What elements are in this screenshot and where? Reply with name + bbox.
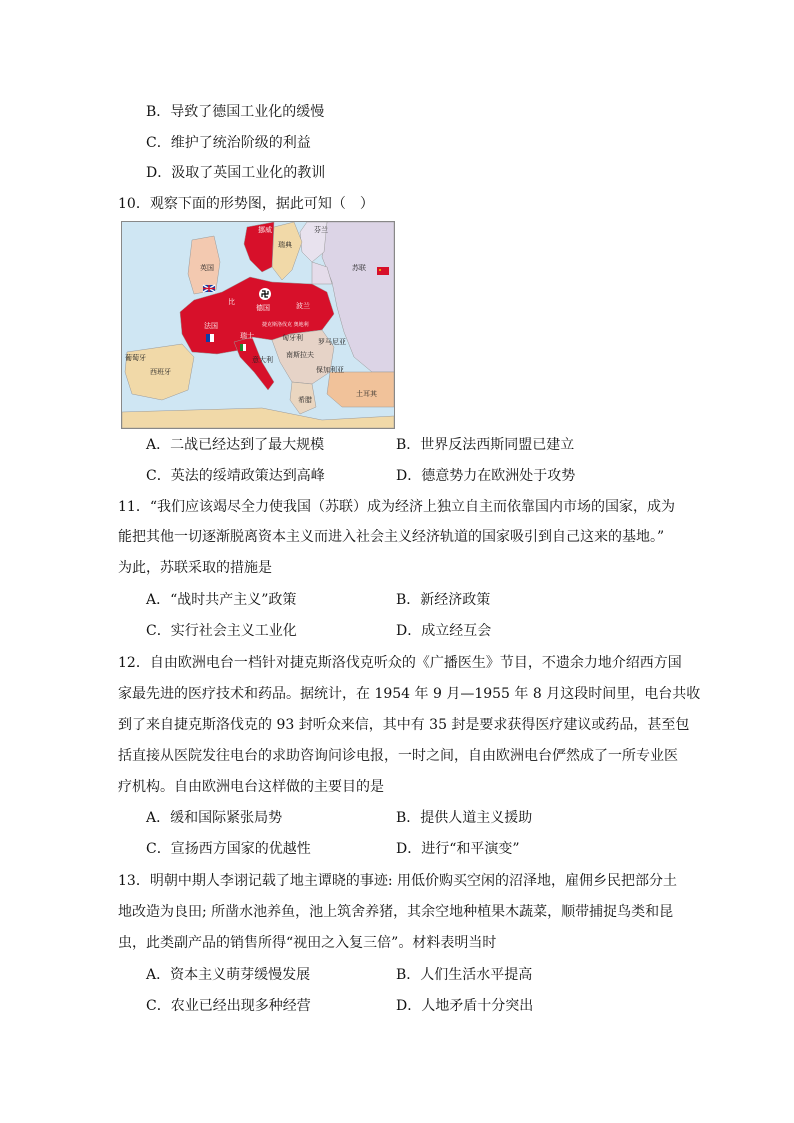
q11-stem-line3: 为此，苏联采取的措施是 <box>118 560 272 576</box>
q11-stem-line1: 11．“我们应该竭尽全力使我国（苏联）成为经济上独立自主而依靠国内市场的国家，成为 <box>118 499 675 515</box>
q11-option-a: A．“战时共产主义”政策 <box>146 592 297 608</box>
label-poland: 波兰 <box>296 302 310 310</box>
q12-stem-line3: 到了来自捷克斯洛伐克的 93 封听众来信，其中有 35 封是要求获得医疗建议或药品，甚至包 <box>118 717 690 733</box>
label-portugal: 葡萄牙 <box>125 354 146 362</box>
label-hungary: 匈牙利 <box>282 334 303 342</box>
q12-stem-line4: 括直接从医院发往电台的求助咨询问诊电报，一时之间，自由欧洲电台俨然成了一所专业医 <box>118 748 678 764</box>
label-france: 法国 <box>204 322 218 330</box>
label-swiss: 瑞士 <box>240 332 254 340</box>
q10-stem: 10．观察下面的形势图，据此可知（ ） <box>118 196 374 212</box>
label-bulgaria: 保加利亚 <box>316 366 344 374</box>
map-svg <box>122 222 394 428</box>
q13-stem-line2: 地改造为良田; 所凿水池养鱼，池上筑舍养猪，其余空地种植果木蔬菜，顺带捕捉鸟类和昆 <box>118 904 674 920</box>
q13-option-a: A．资本主义萌芽缓慢发展 <box>146 967 311 983</box>
label-czech-austria: 捷克斯洛伐克 奥地利 <box>262 322 309 328</box>
german-flag-icon <box>259 288 271 300</box>
label-greece: 希腊 <box>298 396 312 404</box>
q9-option-b: B．导致了德国工业化的缓慢 <box>146 104 325 120</box>
q13-stem-line1: 13．明朝中期人李诩记载了地主谭晓的事迹: 用低价购买空闲的沼泽地，雇佣乡民把部分土 <box>118 873 677 889</box>
label-finland: 芬兰 <box>314 226 328 234</box>
q10-option-c: C．英法的绥靖政策达到高峰 <box>146 468 325 484</box>
q12-option-a: A．缓和国际紧张局势 <box>146 810 283 826</box>
italian-flag-icon <box>240 344 249 351</box>
q9-option-d: D．汲取了英国工业化的教训 <box>146 165 326 181</box>
q13-option-d: D．人地矛盾十分突出 <box>396 998 534 1014</box>
europe-situation-map <box>121 221 395 429</box>
label-romania: 罗马尼亚 <box>318 338 346 346</box>
q12-option-c: C．宣扬西方国家的优越性 <box>146 841 311 857</box>
q10-option-b: B．世界反法西斯同盟已建立 <box>396 437 575 453</box>
q12-stem-line2: 家最先进的医疗技术和药品。据统计，在 1954 年 9 月—1955 年 8 月这段时间里，电台共收 <box>118 686 701 702</box>
label-ussr: 苏联 <box>352 264 366 272</box>
label-belgium: 比 <box>228 298 235 306</box>
soviet-flag-icon <box>377 267 389 275</box>
french-flag-icon <box>206 334 218 342</box>
label-yugoslavia: 南斯拉夫 <box>286 351 314 359</box>
label-turkey: 土耳其 <box>356 390 377 398</box>
q9-option-c: C．维护了统治阶级的利益 <box>146 135 311 151</box>
q12-stem-line5: 疗机构。自由欧洲电台这样做的主要目的是 <box>118 779 384 795</box>
label-uk: 英国 <box>200 264 214 272</box>
q10-option-d: D．德意势力在欧洲处于攻势 <box>396 468 576 484</box>
q10-option-a: A．二战已经达到了最大规模 <box>146 437 325 453</box>
label-spain: 西班牙 <box>150 368 171 376</box>
q13-option-c: C．农业已经出现多种经营 <box>146 998 311 1014</box>
q11-option-d: D．成立经互会 <box>396 623 492 639</box>
q13-stem-line3: 虫，此类副产品的销售所得“视田之入复三倍”。材料表明当时 <box>118 935 497 951</box>
q12-option-b: B．提供人道主义援助 <box>396 810 533 826</box>
q11-option-c: C．实行社会主义工业化 <box>146 623 297 639</box>
uk-flag-icon <box>203 285 215 292</box>
q13-option-b: B．人们生活水平提高 <box>396 967 533 983</box>
q11-stem-line2: 能把其他一切逐渐脱离资本主义而进入社会主义经济轨道的国家吸引到自己这来的基地。” <box>118 529 665 545</box>
label-germany: 德国 <box>256 304 270 312</box>
q12-stem-line1: 12．自由欧洲电台一档针对捷克斯洛伐克听众的《广播医生》节目，不遗余力地介绍西方国 <box>118 655 682 671</box>
label-sweden: 瑞典 <box>278 241 292 249</box>
q11-option-b: B．新经济政策 <box>396 592 491 608</box>
q12-option-d: D．进行“和平演变” <box>396 841 520 857</box>
label-norway: 挪威 <box>258 226 272 234</box>
label-italy: 意大利 <box>252 356 273 364</box>
